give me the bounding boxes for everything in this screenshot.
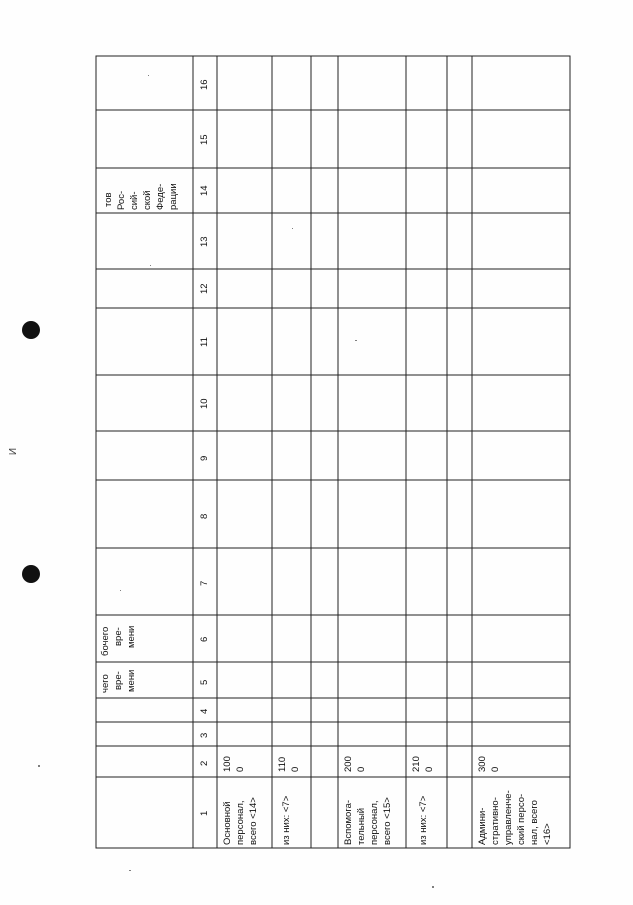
row-code-line: 0: [424, 766, 435, 772]
row-code-line: 0: [235, 766, 246, 772]
col-number-7: 7: [199, 580, 210, 586]
col-number-13: 13: [199, 236, 210, 247]
row-name-line: стративно-: [490, 797, 501, 845]
col14-header-line: Феде-: [155, 183, 166, 210]
row-code-line: 300: [477, 756, 488, 772]
col-number-8: 8: [199, 513, 210, 519]
col6-header-line: вре-: [113, 627, 124, 646]
row-name-line: персонал,: [369, 800, 380, 845]
col-number-9: 9: [199, 455, 210, 461]
col5-header-line: вре-: [113, 671, 124, 690]
col-number-5: 5: [199, 679, 210, 685]
scan-speck: [148, 75, 149, 76]
scan-speck: [292, 228, 293, 229]
col6-header-line: мени: [126, 625, 137, 648]
row-code-line: 210: [411, 756, 422, 772]
row-name-line: Основной: [222, 801, 233, 845]
scan-speck: [150, 265, 151, 266]
col14-header-line: сий-: [129, 191, 140, 210]
row-code-line: 0: [290, 766, 301, 772]
row-name-line: из них: <7>: [418, 795, 429, 845]
row-name-line: всего <14>: [248, 797, 259, 845]
col-number-10: 10: [199, 398, 210, 409]
col5-header-line: мени: [126, 669, 137, 692]
col-number-11: 11: [199, 337, 210, 347]
col14-header-line: ской: [142, 190, 153, 210]
col-number-4: 4: [199, 708, 210, 714]
scan-speck: [38, 765, 40, 767]
col14-header-line: тов: [103, 192, 114, 207]
scan-speck: [355, 340, 357, 341]
table-border: [96, 56, 570, 848]
punch-hole-bottom: [22, 565, 40, 583]
col-number-2: 2: [199, 760, 210, 766]
row-code-line: 110: [277, 756, 288, 772]
col-number-14: 14: [199, 185, 210, 196]
scan-speck: [129, 870, 131, 871]
punch-hole-top: [22, 321, 40, 339]
margin-mark: И: [8, 447, 20, 456]
row-name-line: Вспомога-: [343, 799, 354, 845]
col-number-12: 12: [199, 283, 210, 294]
col14-header-line: Рос-: [116, 190, 127, 210]
row-name-line: ский персо-: [516, 793, 527, 845]
col-number-6: 6: [199, 636, 210, 642]
row-name-line: Админи-: [477, 807, 488, 845]
row-name-line: нал, всего: [529, 800, 540, 845]
col14-header-line: рации: [168, 183, 179, 210]
scan-speck: [120, 590, 121, 591]
col-number-1: 1: [199, 810, 210, 816]
row-code-line: 0: [490, 766, 501, 772]
row-code-line: 200: [343, 756, 354, 772]
row-name-line: персонал,: [235, 800, 246, 845]
row-code-line: 0: [356, 766, 367, 772]
row-name-line: управленче-: [503, 790, 514, 845]
row-code-line: 100: [222, 756, 233, 772]
col5-header-line: чего: [100, 674, 111, 693]
col-number-16: 16: [199, 79, 210, 90]
row-name-line: тельный: [356, 807, 367, 845]
col-number-15: 15: [199, 134, 210, 145]
col-number-3: 3: [199, 732, 210, 738]
col6-header-line: бочего: [100, 626, 111, 656]
row-name-line: всего <15>: [382, 797, 393, 845]
scan-speck: [432, 886, 434, 888]
row-name-line: <16>: [542, 823, 553, 845]
row-name-line: из них: <7>: [281, 795, 292, 845]
